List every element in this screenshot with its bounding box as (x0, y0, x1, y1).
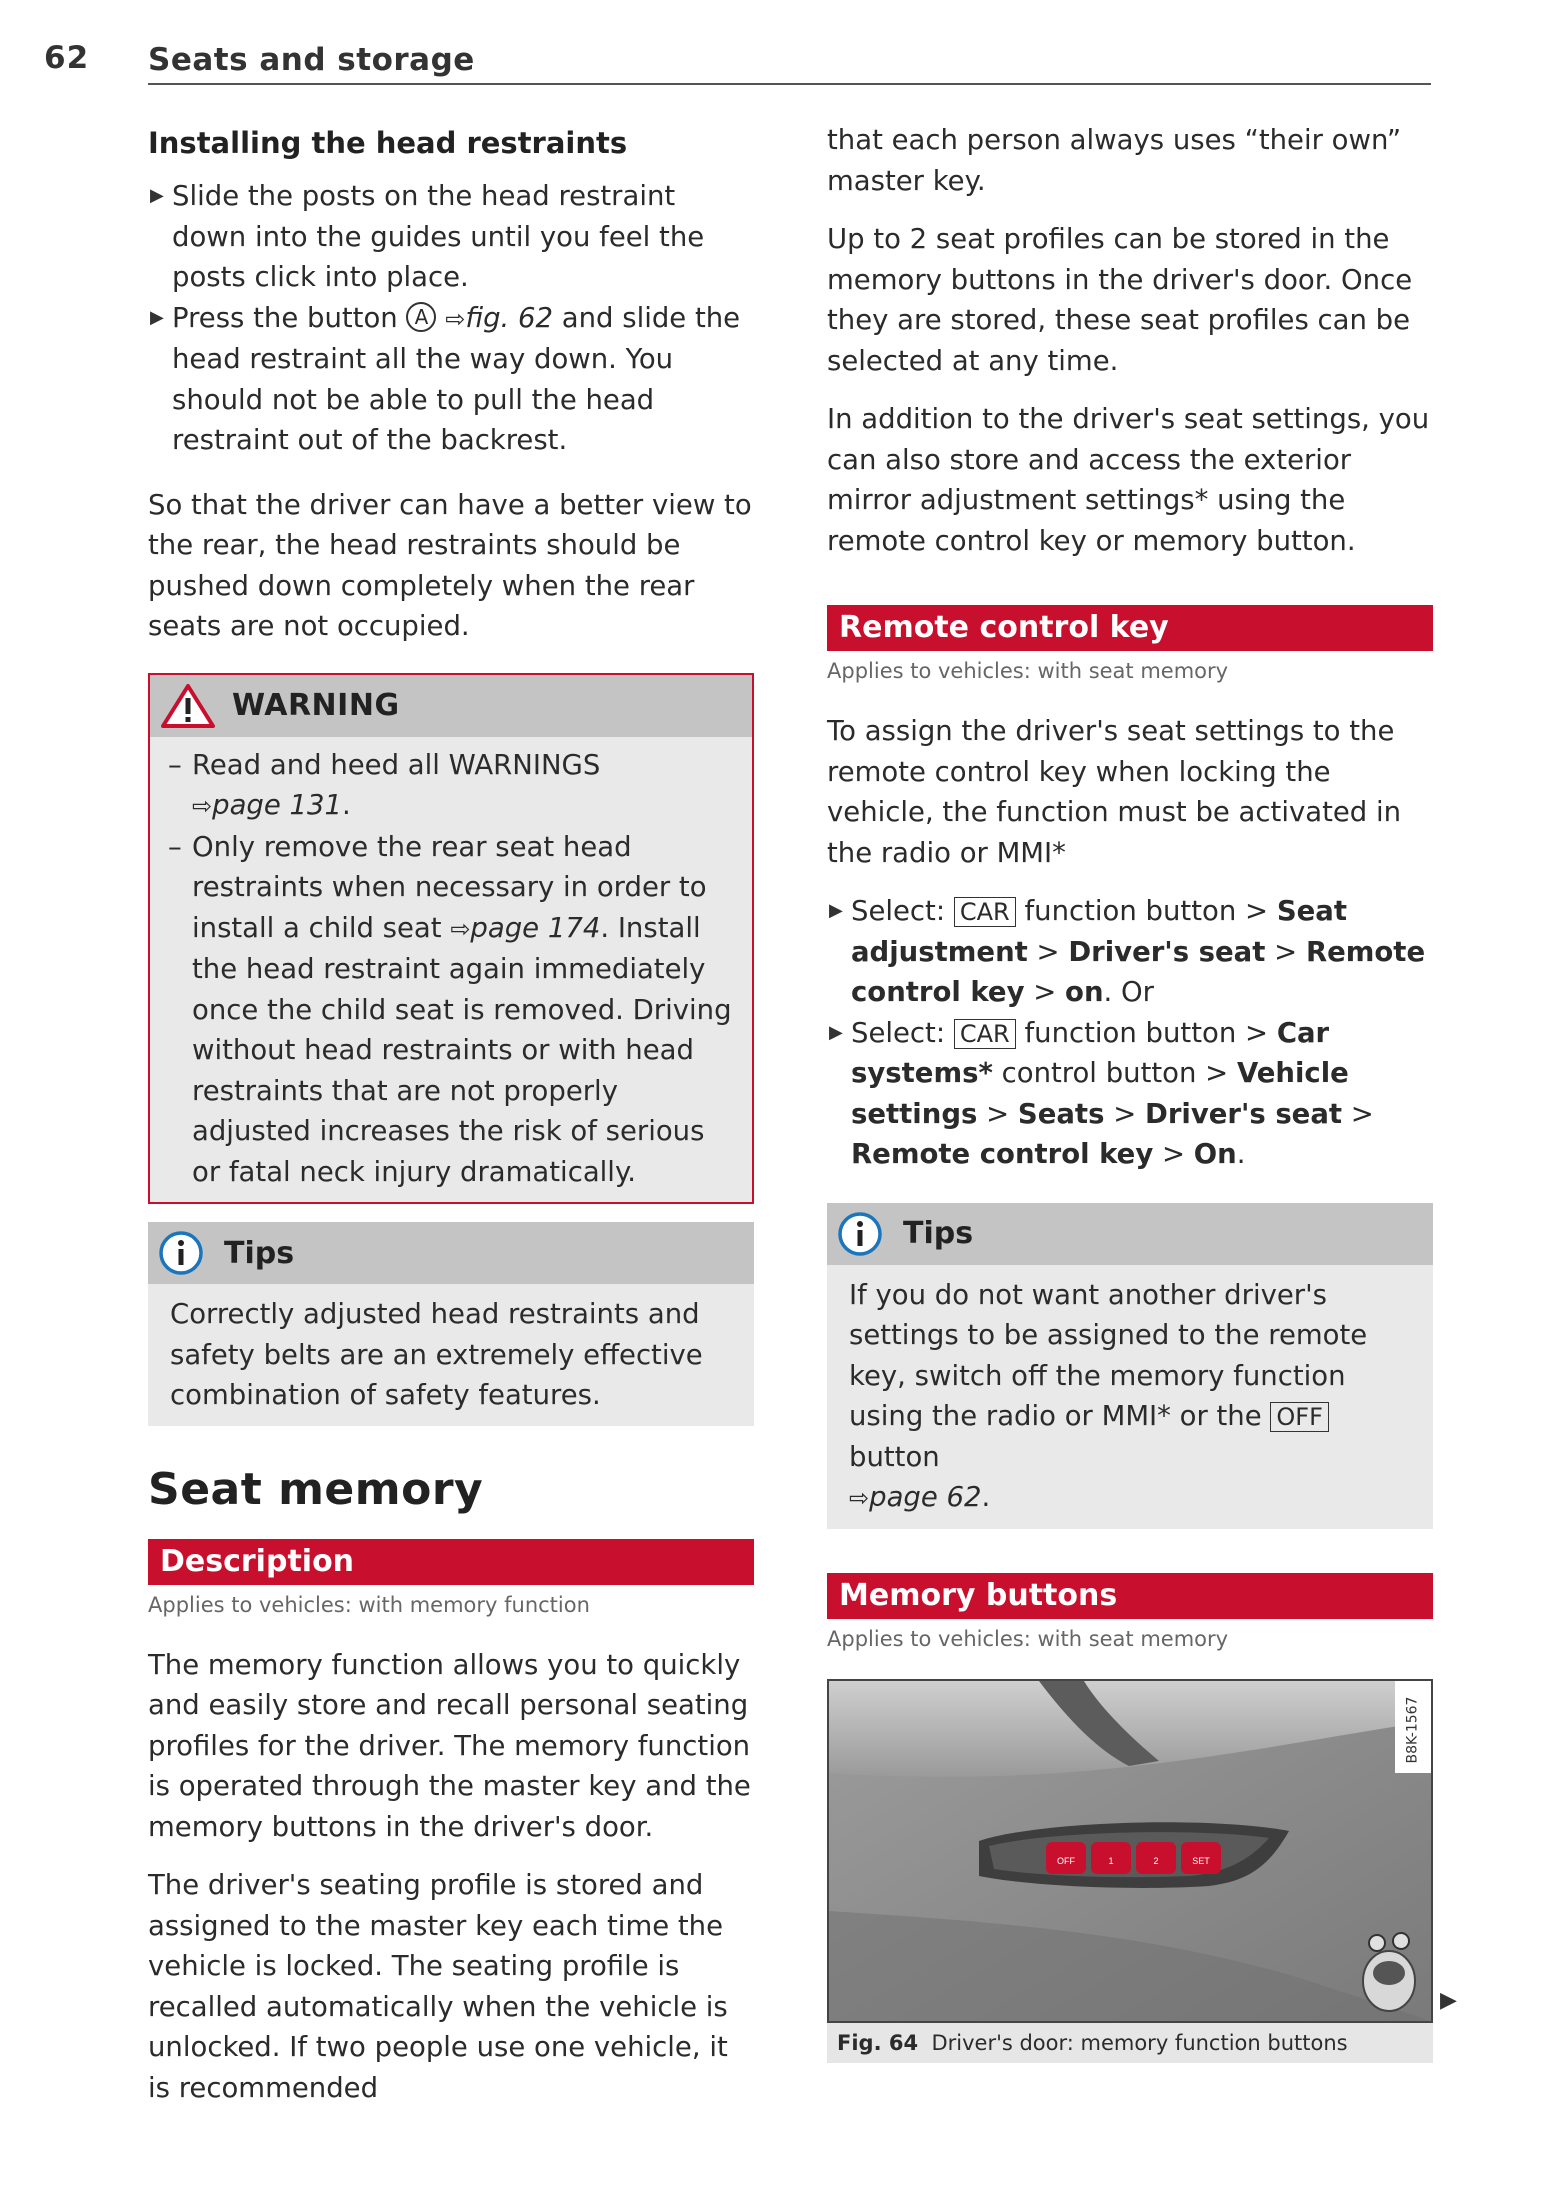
applies-to-text: Applies to vehicles: with memory function (148, 1592, 590, 1617)
page-reference-link[interactable]: page 174 (470, 911, 601, 944)
mirror-paragraph: In addition to the driver's seat settings, you can also store and access the exterior mirror adjustment settings* using the remote control key or memory button. (827, 403, 1430, 557)
page-reference-link[interactable]: page 131 (212, 789, 343, 821)
info-icon (837, 1211, 883, 1257)
figure-btn-set: SET (1192, 1855, 1210, 1866)
memory-buttons-bar: Memory buttons (827, 1573, 1433, 1619)
warning-body (150, 737, 752, 1203)
description-bar: Description (148, 1539, 754, 1585)
bullet-triangle-icon: ▶ (150, 185, 164, 206)
menu-on[interactable]: on (1065, 976, 1104, 1008)
figure-reference-link[interactable]: fig. 62 (465, 301, 554, 334)
warning-triangle-icon (160, 683, 216, 729)
car-button[interactable]: CAR (954, 1019, 1016, 1049)
figure-btn-off: OFF (1057, 1855, 1075, 1866)
figure-btn-2: 2 (1153, 1855, 1159, 1866)
left-column (148, 120, 754, 2108)
menu-car-systems[interactable]: Car systems* (851, 1016, 1330, 1089)
menu-vehicle-settings[interactable]: Vehicle settings (851, 1057, 1349, 1130)
page-number: 62 (44, 40, 90, 76)
reference-arrow-icon: ⇨ (192, 792, 213, 820)
door-memory-figure (827, 1679, 1433, 2023)
button-a-marker: A (406, 302, 436, 332)
off-button[interactable]: OFF (1270, 1402, 1329, 1432)
bullet-triangle-icon: ▶ (829, 900, 843, 921)
select-steps (827, 891, 1433, 1175)
tips-body: Correctly adjusted head restraints and safety belts are an extremely effective combination of safety features. (170, 1298, 703, 1411)
select-step-1: ▶ Select: CAR function button > Seat adjustment > Driver's seat > Remote control key > on. Or (827, 891, 1433, 1013)
reference-arrow-icon: ⇨ (849, 1484, 870, 1512)
install-steps (148, 176, 754, 461)
section-title: Seat memory (148, 1463, 484, 1515)
tips-box (827, 1203, 1433, 1529)
menu-remote-control-key[interactable]: Remote control key (851, 1138, 1154, 1170)
menu-seat-adjustment[interactable]: Seat adjustment (851, 895, 1347, 968)
profiles-paragraph: Up to 2 seat profiles can be stored in the memory buttons in the driver's door. Once they are stored, these seat profiles can be selected at any time. (827, 223, 1413, 377)
tips-body: If you do not want another driver's settings to be assigned to the remote key, switch off the memory function using the radio or MMI* or the OFF button ⇨page 62. (849, 1278, 1368, 1513)
master-key-paragraph: that each person always uses “their own” master key. (827, 124, 1402, 197)
menu-drivers-seat[interactable]: Driver's seat (1145, 1097, 1343, 1130)
figure-label: Fig. 64 (837, 2030, 919, 2055)
figure-caption-text: Driver's door: memory function buttons (931, 2030, 1348, 2055)
figure-code: B8K-1567 (1404, 1696, 1420, 1763)
applies-to-text: Applies to vehicles: with seat memory (827, 659, 1229, 683)
chapter-title: Seats and storage (148, 42, 475, 78)
tips-title: Tips (903, 1216, 974, 1251)
rear-view-paragraph: So that the driver can have a better view to the rear, the head restraints should be pushed down completely when the rear seats are not occupied. (148, 488, 752, 642)
applies-to-text: Applies to vehicles: with seat memory (827, 1626, 1229, 1651)
bullet-triangle-icon: ▶ (150, 306, 164, 328)
tips-box (148, 1222, 754, 1426)
right-column (827, 120, 1433, 2063)
warning-title: WARNING (232, 688, 400, 723)
figure-caption (827, 2023, 1433, 2063)
reference-arrow-icon: ⇨ (450, 914, 471, 943)
select-step-2: ▶ Select: CAR function button > Car systems* control button > Vehicle settings > Seats > Driver's seat > Remote control key > On. (827, 1013, 1433, 1175)
tips-title: Tips (224, 1235, 295, 1271)
bullet-triangle-icon: ▶ (829, 1021, 843, 1043)
warning-item: – Read and heed all WARNINGS ⇨page 131. (168, 748, 601, 821)
door-panel-illustration (829, 1681, 1431, 2021)
install-heading: Installing the head restraints (148, 126, 628, 160)
figure-btn-1: 1 (1108, 1855, 1114, 1866)
assign-paragraph: To assign the driver's seat settings to the remote control key when locking the vehicle, the function must be activated in the radio or MMI* (827, 715, 1402, 869)
warning-header (150, 675, 752, 737)
warning-item: – Only remove the rear seat head restraints when necessary in order to install a child seat ⇨page 174. Install the head restraint again immediately once the child seat is removed. Driving without head restraints or with head restraints that are not properly adjusted increases the risk of serious or fatal neck injury dramatically. (168, 830, 732, 1188)
menu-drivers-seat[interactable]: Driver's seat (1068, 935, 1266, 968)
memory-function-paragraph: The memory function allows you to quickly and easily store and recall personal seating profiles for the driver. The memory function is operated through the master key and the memory buttons in the driver's door. (148, 1648, 751, 1843)
menu-on[interactable]: On (1193, 1138, 1237, 1170)
info-icon (158, 1230, 204, 1276)
tips-header (148, 1222, 754, 1284)
install-step-1: ▶ Slide the posts on the head restraint down into the guides until you feel the posts click into place. (148, 176, 754, 298)
next-page-arrow-icon: ▶ (1440, 1988, 1457, 2013)
remote-control-key-bar: Remote control key (827, 605, 1433, 651)
tips-header (827, 1203, 1433, 1265)
car-button[interactable]: CAR (954, 897, 1016, 927)
install-step-2: ▶ Press the button A ⇨fig. 62 and slide the head restraint all the way down. You should not be able to pull the head restraint out of the backrest. (148, 298, 754, 461)
menu-remote-control-key[interactable]: Remote control key (851, 935, 1426, 1008)
header-rule (148, 83, 1431, 85)
seating-profile-paragraph: The driver's seating profile is stored and assigned to the master key each time the vehicle is locked. The seating profile is recalled automatically when the vehicle is unlocked. If two people use one vehicle, it is recommended (148, 1869, 728, 2104)
page-reference-link[interactable]: page 62 (869, 1481, 982, 1513)
warning-box (148, 673, 754, 1205)
reference-arrow-icon: ⇨ (445, 304, 466, 333)
menu-seats[interactable]: Seats (1017, 1097, 1105, 1130)
